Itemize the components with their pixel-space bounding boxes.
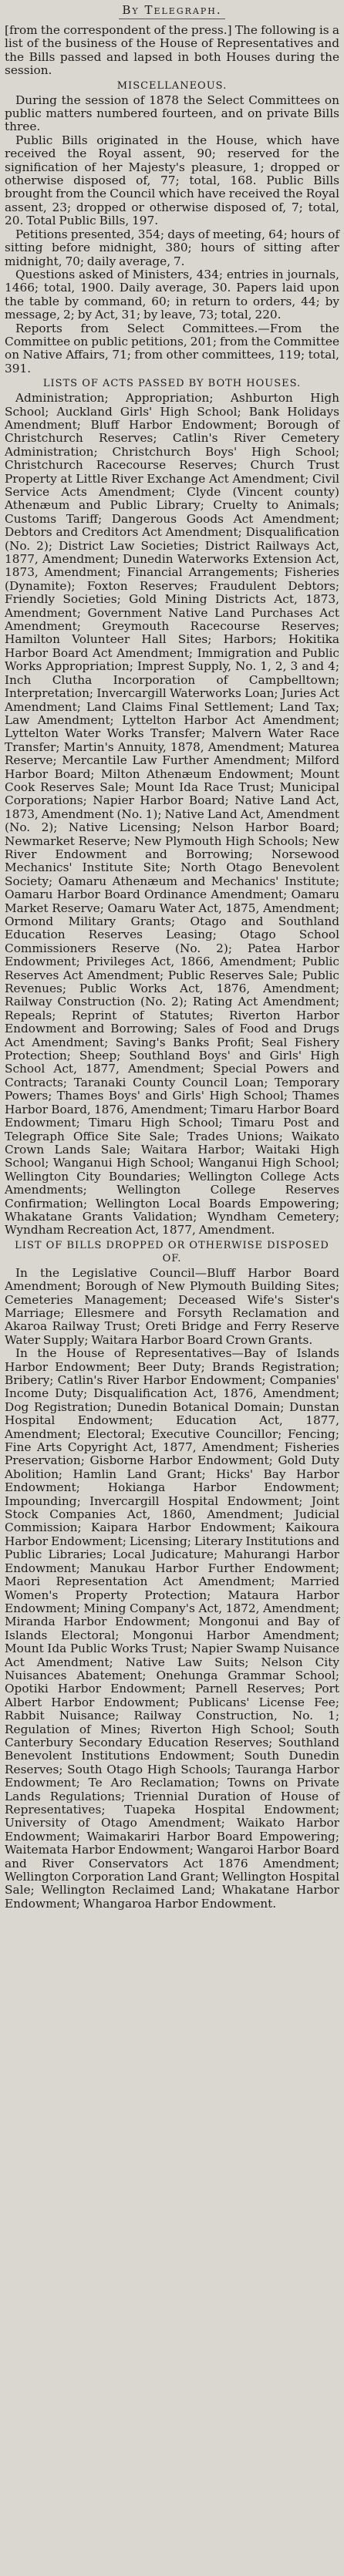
paragraph-legislative-council: In the Legislative Council—Bluff Harbor Board Amendment; Borough of New Plymouth Building Sites; Cemeteries Management; Deceased Wife's Sister's Marriage; Ellesmere and Forsyth Reclamation and Akaroa Railway Trust; Oreti Bridge and Ferry Reserve Water Supply; Waitara Harbor Board Crown Grants. (5, 1265, 339, 1347)
intro-paragraph: [from the correspondent of the press.] The following is a list of the business of the House of Representatives and the Bills passed and lapsed in both Houses during the session. (5, 23, 339, 78)
paragraph-select-committees: During the session of 1878 the Select Committees on public matters numbered fourteen, and on private Bills three. (5, 93, 339, 134)
paragraph-acts-list: Administration; Appropriation; Ashburton High School; Auckland Girls' High School; Bank Holidays Amendment; Bluff Harbor Endowment; Borough of Christchurch Reserves; Catlin's River Cemetery Administration; Christchurch Boys' High School; Christchurch Racecourse Reserves; Church Trust Property at Little River Exchange Act Amendment; Civil Service Acts Amendment; Clyde (Vincent county) Athenæum and Public Library; Cruelty to Animals; Customs Tariff; Dangerous Goods Act Amendment; Debtors and Creditors Act Amendment; Disqualification (No. 2); District Law Societies; District Railways Act, 1877, Amendment; Dunedin Waterworks Extension Act, 1873, Amendment; Financial Arrangements; Fisheries (Dynamite); Foxton Reserves; Fraudulent Debtors; Friendly Societies; Gold Mining Districts Act, 1873, Amendment; Government Native Land Purchases Act Amendment; Greymouth Racecourse Reserves; Hamilton Volunteer Hall Sites; Harbors; Hokitika Harbor Board Act Amendment; Immigration and Public Works Appropriation; Imprest Supply, No. 1, 2, 3 and 4; Inch Clutha Incorporation of Campbelltown; Interpretation; Invercargill Waterworks Loan; Juries Act Amendment; Land Claims Final Settlement; Land Tax; Law Amendment; Lyttelton Harbor Act Amendment; Lyttelton Water Works Transfer; Malvern Water Race Transfer; Martin's Annuity, 1878, Amendment; Maturea Reserve; Mercantile Law Further Amendment; Milford Harbor Board; Milton Athenæum Endowment; Mount Cook Reserves Sale; Mount Ida Race Trust; Municipal Corporations; Napier Harbor Board; Native Land Act, 1873, Amendment (No. 1); Native Land Act, Amendment (No. 2); Native Licensing; Nelson Harbor Board; Newmarket Reserve; New Plymouth High Schools; New River Endowment and Borrowing; Norsewood Mechanics' Institute Site; North Otago Benevolent Society; Oamaru Athenæum and Mechanics' Institute; Oamaru Harbor Board Ordinance Amendment; Oamaru Market Reserve; Oamaru Water Act, 1875, Amendment; Ormond Military Grants; Otago and Southland Education Reserves Leasing; Otago School Commissioners Reserve (No. 2); Patea Harbor Endowment; Privileges Act, 1866, Amendment; Public Reserves Act Amendment; Public Reserves Sale; Public Revenues; Public Works Act, 1876, Amendment; Railway Construction (No. 2); Rating Act Amendment; Repeals; Reprint of Statutes; Riverton Harbor Endowment and Borrowing; Sales of Food and Drugs Act Amendment; Saving's Banks Profit; Seal Fishery Protection; Sheep; Southland Boys' and Girls' High School Act, 1877, Amendment; Special Powers and Contracts; Taranaki County Council Loan; Temporary Powers; Thames Boys' and Girls' High School; Thames Harbor Board, 1876, Amendment; Timaru Harbor Board Endowment; Timaru High School; Timaru Post and Telegraph Office Site Sale; Trades Unions; Waikato Crown Lands Sale; Waitara Harbor; Waitaki High School; Wanganui High School; Wanganui High School; Wellington City Boundaries; Wellington College Acts Amendments; Wellington College Reserves Confirmation; Wellington Local Boards Empowering; Whakatane Grants Validation; Wyndham Cemetery; Wyndham Recreation Act, 1877, Amendment. (5, 391, 339, 1237)
paragraph-petitions: Petitions presented, 354; days of meeting, 64; hours of sitting before midnight, 380; hours of sitting after midnight, 70; daily average, 7. (5, 227, 339, 268)
masthead: By Telegraph. (122, 3, 222, 17)
paragraph-house-of-representatives: In the House of Representatives—Bay of Islands Harbor Endowment; Beer Duty; Brands Registration; Bribery; Catlin's River Harbor Endowment; Companies' Income Duty; Disqualification Act, 1876, Amendment; Dog Registration; Dunedin Botanical Domain; Dunstan Hospital Endowment; Education Act, 1877, Amendment; Electoral; Executive Councillor; Fencing; Fine Arts Copyright Act, 1877, Amendment; Fisheries Preservation; Gisborne Harbor Endowment; Gold Duty Abolition; Hamlin Land Grant; Hicks' Bay Harbor Endowment; Hokianga Harbor Endowment; Impounding; Invercargill Hospital Endowment; Joint Stock Companies Act, 1860, Amendment; Judicial Commission; Kaipara Harbor Endowment; Kaikoura Harbor Endowment; Licensing; Literary Institutions and Public Libraries; Local Judicature; Mahurangi Harbor Endowment; Manukau Harbor Further Endowment; Maori Representation Act Amendment; Married Women's Property Protection; Mataura Harbor Endowment; Mining Company's Act, 1872, Amendment; Miranda Harbor Endowment; Mongonui and Bay of Islands Electoral; Mongonui Harbor Amendment; Mount Ida Public Works Trust; Napier Swamp Nuisance Act Amendment; Native Law Suits; Nelson City Nuisances Abatement; Onehunga Grammar School; Opotiki Harbor Endowment; Parnell Reserves; Port Albert Harbor Endowment; Publicans' License Fee; Rabbit Nuisance; Railway Construction, No. 1; Regulation of Mines; Riverton High School; South Canterbury Secondary Education Reserves; Southland Benevolent Institutions Endowment; South Dunedin Reserves; South Otago High Schools; Tauranga Harbor Endowment; Te Aro Reclamation; Towns on Private Lands Regulations; Triennial Duration of House of Representatives; Tuapeka Hospital Endowment; University of Otago Amendment; Waikato Harbor Endowment; Waimakariri Harbor Board Empowering; Waitemata Harbor Endowment; Wangaroi Harbor Board and River Conservators Act 1876 Amendment; Wellington Corporation Land Grant; Wellington Hospital Sale; Wellington Reclaimed Land; Whakatane Harbor Endowment; Whangaroa Harbor Endowment. (5, 1346, 339, 1911)
section-heading-bills-dropped: LIST OF BILLS DROPPED OR OTHERWISE DISPOSED OF. (15, 1239, 329, 1264)
paragraph-public-bills: Public Bills originated in the House, which have received the Royal assent, 90; reserved for the signification of her Majesty's pleasure, 1; dropped or otherwise disposed of, 77; total, 168. Public Bills brought from the Council which have received the Royal assent, 23; dropped or otherwise disposed of, 7; total, 20. Total Public Bills, 197. (5, 133, 339, 228)
section-heading-acts-passed: LISTS OF ACTS PASSED BY BOTH HOUSES. (42, 378, 302, 390)
section-heading-miscellaneous: MISCELLANEOUS. (116, 79, 228, 92)
paragraph-questions: Questions asked of Ministers, 434; entries in journals, 1466; total, 1900. Daily average, 30. Papers laid upon the table by command, 60; in return to orders, 44; by message, 2; by Act, 31; by leave, 73; total, 220. (5, 267, 339, 322)
paragraph-reports: Reports from Select Committees.—From the Committee on public petitions, 201; from the Committee on Native Affairs, 71; from other committees, 119; total, 391. (5, 321, 339, 375)
